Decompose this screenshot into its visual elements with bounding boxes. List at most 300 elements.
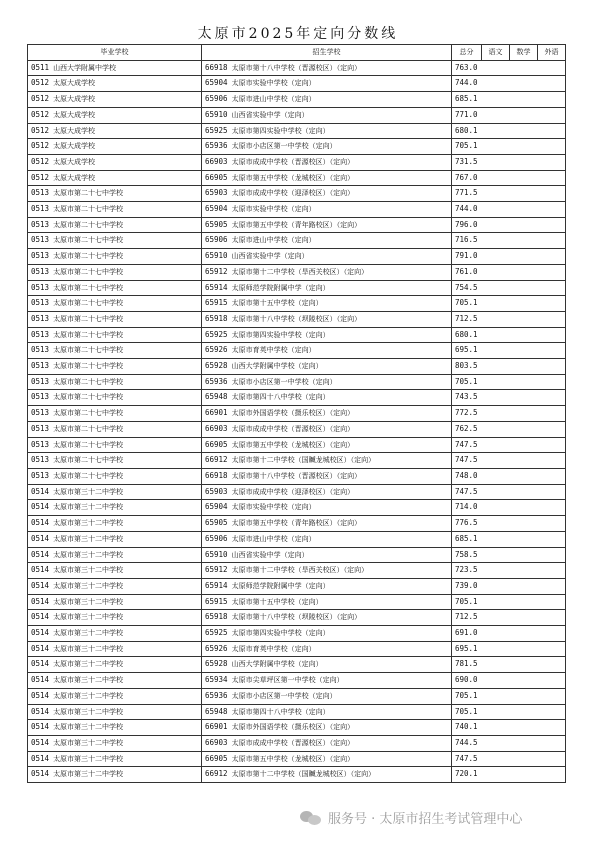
school-cell xyxy=(28,437,202,453)
school-cell xyxy=(28,92,202,108)
total-score: 796.0 xyxy=(455,219,478,229)
table-row xyxy=(28,264,566,280)
total-score: 685.1 xyxy=(455,94,478,104)
recruit-code: 66912 xyxy=(205,455,228,465)
school-name: 太原市第三十二中学校 xyxy=(53,566,124,575)
total-score: 740.1 xyxy=(455,722,478,732)
recruit-name: 太原市第五中学校（龙城校区）（定向） xyxy=(231,173,355,182)
table-row xyxy=(28,123,566,139)
school-code: 0512 xyxy=(31,172,50,182)
school-name: 太原市第三十二中学校 xyxy=(53,754,124,763)
table-row xyxy=(28,626,566,642)
table-row xyxy=(28,280,566,296)
recruit-name: 太原市第十八中学校（晋源校区）（定向） xyxy=(231,471,362,480)
recruit-name: 太原市第十五中学校（定向） xyxy=(231,597,323,606)
recruit-cell xyxy=(202,767,452,783)
school-code: 0514 xyxy=(31,675,50,685)
recruit-code: 65926 xyxy=(205,643,228,653)
school-name: 太原市第二十七中学校 xyxy=(53,283,124,292)
school-cell xyxy=(28,359,202,375)
school-cell xyxy=(28,139,202,155)
school-name: 太原市第二十七中学校 xyxy=(53,252,124,261)
page-title: 太原市2025年定向分数线 xyxy=(197,26,399,42)
score-cell xyxy=(452,578,566,594)
school-name: 太原市第三十二中学校 xyxy=(53,676,124,685)
score-cell xyxy=(452,123,566,139)
school-code: 0513 xyxy=(31,251,50,261)
table-row xyxy=(28,437,566,453)
school-name: 太原市第二十七中学校 xyxy=(53,440,124,449)
school-cell xyxy=(28,547,202,563)
score-cell xyxy=(452,264,566,280)
score-cell xyxy=(452,468,566,484)
school-name: 太原市第三十二中学校 xyxy=(53,613,124,622)
total-score: 685.1 xyxy=(455,533,478,543)
score-cell xyxy=(452,233,566,249)
recruit-name: 山西省实验中学（定向） xyxy=(231,252,309,261)
recruit-cell xyxy=(202,264,452,280)
school-code: 0512 xyxy=(31,141,50,151)
school-cell xyxy=(28,280,202,296)
recruit-cell xyxy=(202,720,452,736)
score-cell xyxy=(452,704,566,720)
school-name: 太原市第二十七中学校 xyxy=(53,377,124,386)
school-code: 0513 xyxy=(31,298,50,308)
school-name: 太原市第二十七中学校 xyxy=(53,362,124,371)
recruit-code: 65905 xyxy=(205,518,228,528)
recruit-name: 太原市第五中学校（龙城校区）（定向） xyxy=(231,440,355,449)
school-code: 0514 xyxy=(31,596,50,606)
school-name: 太原市第三十二中学校 xyxy=(53,550,124,559)
recruit-code: 65910 xyxy=(205,549,228,559)
recruit-code: 65903 xyxy=(205,188,228,198)
recruit-name: 太原市第十二中学校（国贓龙城校区）（定向） xyxy=(231,770,376,779)
score-cell xyxy=(452,421,566,437)
header-recruit: 招生学校 xyxy=(202,45,452,61)
total-score: 744.0 xyxy=(455,78,478,88)
school-code: 0513 xyxy=(31,392,50,402)
total-score: 680.1 xyxy=(455,329,478,339)
recruit-cell xyxy=(202,751,452,767)
score-cell xyxy=(452,610,566,626)
table-row xyxy=(28,531,566,547)
recruit-name: 太原市第四实验中学校（定向） xyxy=(231,629,330,638)
wechat-icon xyxy=(300,810,322,826)
recruit-code: 65925 xyxy=(205,329,228,339)
score-cell xyxy=(452,249,566,265)
recruit-code: 66918 xyxy=(205,470,228,480)
recruit-name: 太原师范学院附属中学（定向） xyxy=(231,283,330,292)
recruit-code: 65910 xyxy=(205,251,228,261)
score-cell xyxy=(452,390,566,406)
table-row xyxy=(28,735,566,751)
table-row xyxy=(28,406,566,422)
score-cell xyxy=(452,139,566,155)
recruit-cell xyxy=(202,170,452,186)
recruit-code: 65904 xyxy=(205,204,228,214)
recruit-name: 太原市外国语学校（摄乐校区）（定向） xyxy=(231,409,355,418)
recruit-name: 太原市第五中学校（龙城校区）（定向） xyxy=(231,754,355,763)
table-row xyxy=(28,720,566,736)
school-code: 0514 xyxy=(31,612,50,622)
table-row xyxy=(28,484,566,500)
table-row xyxy=(28,154,566,170)
score-cell xyxy=(452,107,566,123)
recruit-cell xyxy=(202,735,452,751)
recruit-name: 太原市第十八中学校（晋源校区）（定向） xyxy=(231,63,362,72)
table-row xyxy=(28,594,566,610)
table-row xyxy=(28,359,566,375)
table-row xyxy=(28,217,566,233)
total-score: 747.5 xyxy=(455,486,478,496)
school-code: 0514 xyxy=(31,502,50,512)
recruit-cell xyxy=(202,390,452,406)
score-cell xyxy=(452,641,566,657)
school-cell xyxy=(28,374,202,390)
school-code: 0514 xyxy=(31,706,50,716)
table-row xyxy=(28,563,566,579)
recruit-cell xyxy=(202,217,452,233)
school-name: 山西大学附属中学校 xyxy=(53,63,117,72)
recruit-cell xyxy=(202,139,452,155)
school-name: 太原市第三十二中学校 xyxy=(53,519,124,528)
total-score: 762.5 xyxy=(455,423,478,433)
table-row xyxy=(28,202,566,218)
recruit-code: 65914 xyxy=(205,580,228,590)
school-code: 0514 xyxy=(31,643,50,653)
score-cell xyxy=(452,484,566,500)
recruit-cell xyxy=(202,610,452,626)
school-cell xyxy=(28,484,202,500)
school-name: 太原市第三十二中学校 xyxy=(53,534,124,543)
recruit-code: 65906 xyxy=(205,94,228,104)
recruit-name: 太原市小店区第一中学校（定向） xyxy=(231,377,337,386)
school-cell xyxy=(28,657,202,673)
recruit-name: 山西大学附属中学校（定向） xyxy=(231,362,323,371)
score-cell xyxy=(452,673,566,689)
school-name: 太原市第三十二中学校 xyxy=(53,581,124,590)
school-cell xyxy=(28,578,202,594)
school-cell xyxy=(28,500,202,516)
recruit-name: 太原市成成中学校（晋源校区）（定向） xyxy=(231,738,355,747)
total-score: 695.1 xyxy=(455,643,478,653)
recruit-code: 65915 xyxy=(205,596,228,606)
recruit-cell xyxy=(202,359,452,375)
recruit-cell xyxy=(202,594,452,610)
score-cell xyxy=(452,76,566,92)
school-name: 太原市第三十二中学校 xyxy=(53,629,124,638)
recruit-cell xyxy=(202,688,452,704)
recruit-code: 66918 xyxy=(205,62,228,72)
recruit-name: 太原市第五中学校（青年路校区）（定向） xyxy=(231,519,362,528)
recruit-code: 66903 xyxy=(205,156,228,166)
school-code: 0514 xyxy=(31,753,50,763)
total-score: 731.5 xyxy=(455,156,478,166)
school-cell xyxy=(28,264,202,280)
recruit-code: 65903 xyxy=(205,486,228,496)
recruit-code: 66905 xyxy=(205,753,228,763)
school-name: 太原市第三十二中学校 xyxy=(53,597,124,606)
table-row xyxy=(28,233,566,249)
school-code: 0513 xyxy=(31,376,50,386)
score-cell xyxy=(452,657,566,673)
recruit-code: 66903 xyxy=(205,423,228,433)
recruit-code: 65918 xyxy=(205,612,228,622)
school-code: 0514 xyxy=(31,659,50,669)
recruit-code: 65926 xyxy=(205,345,228,355)
score-cell xyxy=(452,531,566,547)
table-row xyxy=(28,249,566,265)
recruit-code: 66905 xyxy=(205,172,228,182)
recruit-name: 太原市小店区第一中学校（定向） xyxy=(231,142,337,151)
school-name: 太原大成学校 xyxy=(53,79,96,88)
school-code: 0513 xyxy=(31,282,50,292)
recruit-cell xyxy=(202,154,452,170)
recruit-cell xyxy=(202,296,452,312)
recruit-name: 太原市外国语学校（摄乐校区）（定向） xyxy=(231,723,355,732)
total-score: 744.0 xyxy=(455,204,478,214)
recruit-name: 太原市实验中学校（定向） xyxy=(231,503,316,512)
total-score: 771.0 xyxy=(455,109,478,119)
score-cell xyxy=(452,154,566,170)
total-score: 744.5 xyxy=(455,737,478,747)
school-code: 0514 xyxy=(31,486,50,496)
school-cell xyxy=(28,390,202,406)
table-row xyxy=(28,92,566,108)
score-cell xyxy=(452,343,566,359)
school-code: 0512 xyxy=(31,125,50,135)
recruit-cell xyxy=(202,468,452,484)
total-score: 712.5 xyxy=(455,313,478,323)
school-cell xyxy=(28,406,202,422)
school-name: 太原市第二十七中学校 xyxy=(53,189,124,198)
school-name: 太原市第二十七中学校 xyxy=(53,393,124,402)
school-code: 0514 xyxy=(31,580,50,590)
recruit-code: 66905 xyxy=(205,439,228,449)
school-code: 0514 xyxy=(31,565,50,575)
total-score: 758.5 xyxy=(455,549,478,559)
school-name: 太原市第二十七中学校 xyxy=(53,267,124,276)
score-cell xyxy=(452,720,566,736)
recruit-cell xyxy=(202,249,452,265)
school-name: 太原市第二十七中学校 xyxy=(53,314,124,323)
total-score: 772.5 xyxy=(455,408,478,418)
recruit-code: 65905 xyxy=(205,219,228,229)
school-cell xyxy=(28,704,202,720)
school-cell xyxy=(28,249,202,265)
recruit-code: 65918 xyxy=(205,313,228,323)
school-name: 太原市第三十二中学校 xyxy=(53,723,124,732)
table-row xyxy=(28,516,566,532)
school-name: 太原市第三十二中学校 xyxy=(53,738,124,747)
table-row xyxy=(28,673,566,689)
school-name: 太原大成学校 xyxy=(53,110,96,119)
recruit-cell xyxy=(202,233,452,249)
total-score: 712.5 xyxy=(455,612,478,622)
total-score: 714.0 xyxy=(455,502,478,512)
school-code: 0514 xyxy=(31,533,50,543)
school-name: 太原市第三十二中学校 xyxy=(53,660,124,669)
recruit-name: 太原师范学院附属中学（定向） xyxy=(231,581,330,590)
recruit-cell xyxy=(202,92,452,108)
school-code: 0513 xyxy=(31,219,50,229)
table-row xyxy=(28,578,566,594)
recruit-code: 65914 xyxy=(205,282,228,292)
recruit-code: 65948 xyxy=(205,392,228,402)
table-row xyxy=(28,610,566,626)
recruit-code: 65928 xyxy=(205,361,228,371)
recruit-cell xyxy=(202,76,452,92)
school-cell xyxy=(28,626,202,642)
total-score: 705.1 xyxy=(455,706,478,716)
recruit-cell xyxy=(202,578,452,594)
school-name: 太原市第三十二中学校 xyxy=(53,487,124,496)
recruit-cell xyxy=(202,60,452,76)
school-cell xyxy=(28,327,202,343)
recruit-cell xyxy=(202,453,452,469)
recruit-code: 65925 xyxy=(205,125,228,135)
score-cell xyxy=(452,359,566,375)
score-cell xyxy=(452,516,566,532)
score-cell xyxy=(452,374,566,390)
school-code: 0513 xyxy=(31,345,50,355)
recruit-cell xyxy=(202,484,452,500)
school-name: 太原市第三十二中学校 xyxy=(53,707,124,716)
recruit-cell xyxy=(202,343,452,359)
score-cell xyxy=(452,563,566,579)
school-name: 太原大成学校 xyxy=(53,157,96,166)
school-cell xyxy=(28,202,202,218)
recruit-code: 65915 xyxy=(205,298,228,308)
table-row xyxy=(28,311,566,327)
school-code: 0512 xyxy=(31,156,50,166)
recruit-code: 65934 xyxy=(205,675,228,685)
table-row xyxy=(28,327,566,343)
school-name: 太原市第二十七中学校 xyxy=(53,424,124,433)
footer-watermark xyxy=(300,808,522,827)
school-name: 太原市第三十二中学校 xyxy=(53,503,124,512)
recruit-name: 太原市第四十八中学校（定向） xyxy=(231,393,330,402)
score-cell xyxy=(452,547,566,563)
school-code: 0514 xyxy=(31,518,50,528)
table-row xyxy=(28,767,566,783)
table-row xyxy=(28,468,566,484)
table-row xyxy=(28,500,566,516)
recruit-cell xyxy=(202,657,452,673)
school-code: 0513 xyxy=(31,455,50,465)
table-row xyxy=(28,657,566,673)
recruit-cell xyxy=(202,563,452,579)
total-score: 691.0 xyxy=(455,628,478,638)
recruit-code: 65928 xyxy=(205,659,228,669)
total-score: 771.5 xyxy=(455,188,478,198)
recruit-name: 山西省实验中学（定向） xyxy=(231,550,309,559)
total-score: 716.5 xyxy=(455,235,478,245)
school-cell xyxy=(28,516,202,532)
school-cell xyxy=(28,343,202,359)
score-cell xyxy=(452,751,566,767)
total-score: 705.1 xyxy=(455,376,478,386)
table-row xyxy=(28,421,566,437)
recruit-name: 太原市第四实验中学校（定向） xyxy=(231,126,330,135)
recruit-name: 太原市第十二中学校（国贓龙城校区）（定向） xyxy=(231,456,376,465)
recruit-code: 65925 xyxy=(205,628,228,638)
school-name: 太原市第二十七中学校 xyxy=(53,330,124,339)
score-cell xyxy=(452,406,566,422)
school-cell xyxy=(28,735,202,751)
recruit-code: 66901 xyxy=(205,408,228,418)
school-cell xyxy=(28,76,202,92)
recruit-name: 太原市育英中学校（定向） xyxy=(231,346,316,355)
recruit-name: 太原市小店区第一中学校（定向） xyxy=(231,691,337,700)
recruit-name: 山西省实验中学（定向） xyxy=(231,110,309,119)
recruit-cell xyxy=(202,437,452,453)
recruit-cell xyxy=(202,421,452,437)
recruit-cell xyxy=(202,547,452,563)
recruit-name: 太原市第十二中学校（旱西关校区）（定向） xyxy=(231,566,369,575)
school-code: 0513 xyxy=(31,204,50,214)
score-cell xyxy=(452,60,566,76)
recruit-name: 太原市第十八中学校（坝陵校区）（定向） xyxy=(231,314,362,323)
school-code: 0513 xyxy=(31,313,50,323)
table-row xyxy=(28,76,566,92)
recruit-cell xyxy=(202,673,452,689)
total-score: 791.0 xyxy=(455,251,478,261)
table-header-row xyxy=(28,45,566,61)
recruit-cell xyxy=(202,311,452,327)
school-cell xyxy=(28,594,202,610)
total-score: 705.1 xyxy=(455,141,478,151)
total-score: 754.5 xyxy=(455,282,478,292)
recruit-name: 太原市第十八中学校（坝陵校区）（定向） xyxy=(231,613,362,622)
school-cell xyxy=(28,60,202,76)
score-cell xyxy=(452,170,566,186)
school-name: 太原市第二十七中学校 xyxy=(53,220,124,229)
recruit-code: 65912 xyxy=(205,565,228,575)
school-name: 太原市第二十七中学校 xyxy=(53,456,124,465)
table-row xyxy=(28,641,566,657)
school-code: 0514 xyxy=(31,628,50,638)
total-score: 781.5 xyxy=(455,659,478,669)
school-cell xyxy=(28,217,202,233)
school-code: 0512 xyxy=(31,94,50,104)
recruit-cell xyxy=(202,186,452,202)
school-cell xyxy=(28,186,202,202)
school-code: 0514 xyxy=(31,737,50,747)
score-cell xyxy=(452,594,566,610)
recruit-code: 66903 xyxy=(205,737,228,747)
school-name: 太原市第二十七中学校 xyxy=(53,205,124,214)
school-cell xyxy=(28,170,202,186)
table-row xyxy=(28,170,566,186)
school-code: 0513 xyxy=(31,439,50,449)
school-code: 0513 xyxy=(31,470,50,480)
recruit-name: 太原市第十二中学校（旱西关校区）（定向） xyxy=(231,267,369,276)
school-cell xyxy=(28,311,202,327)
score-cell xyxy=(452,735,566,751)
recruit-name: 山西大学附属中学校（定向） xyxy=(231,660,323,669)
table-row xyxy=(28,547,566,563)
school-cell xyxy=(28,767,202,783)
school-cell xyxy=(28,468,202,484)
score-cell xyxy=(452,327,566,343)
school-code: 0514 xyxy=(31,690,50,700)
recruit-cell xyxy=(202,626,452,642)
school-cell xyxy=(28,154,202,170)
school-code: 0513 xyxy=(31,329,50,339)
school-name: 太原大成学校 xyxy=(53,126,96,135)
recruit-code: 65912 xyxy=(205,266,228,276)
